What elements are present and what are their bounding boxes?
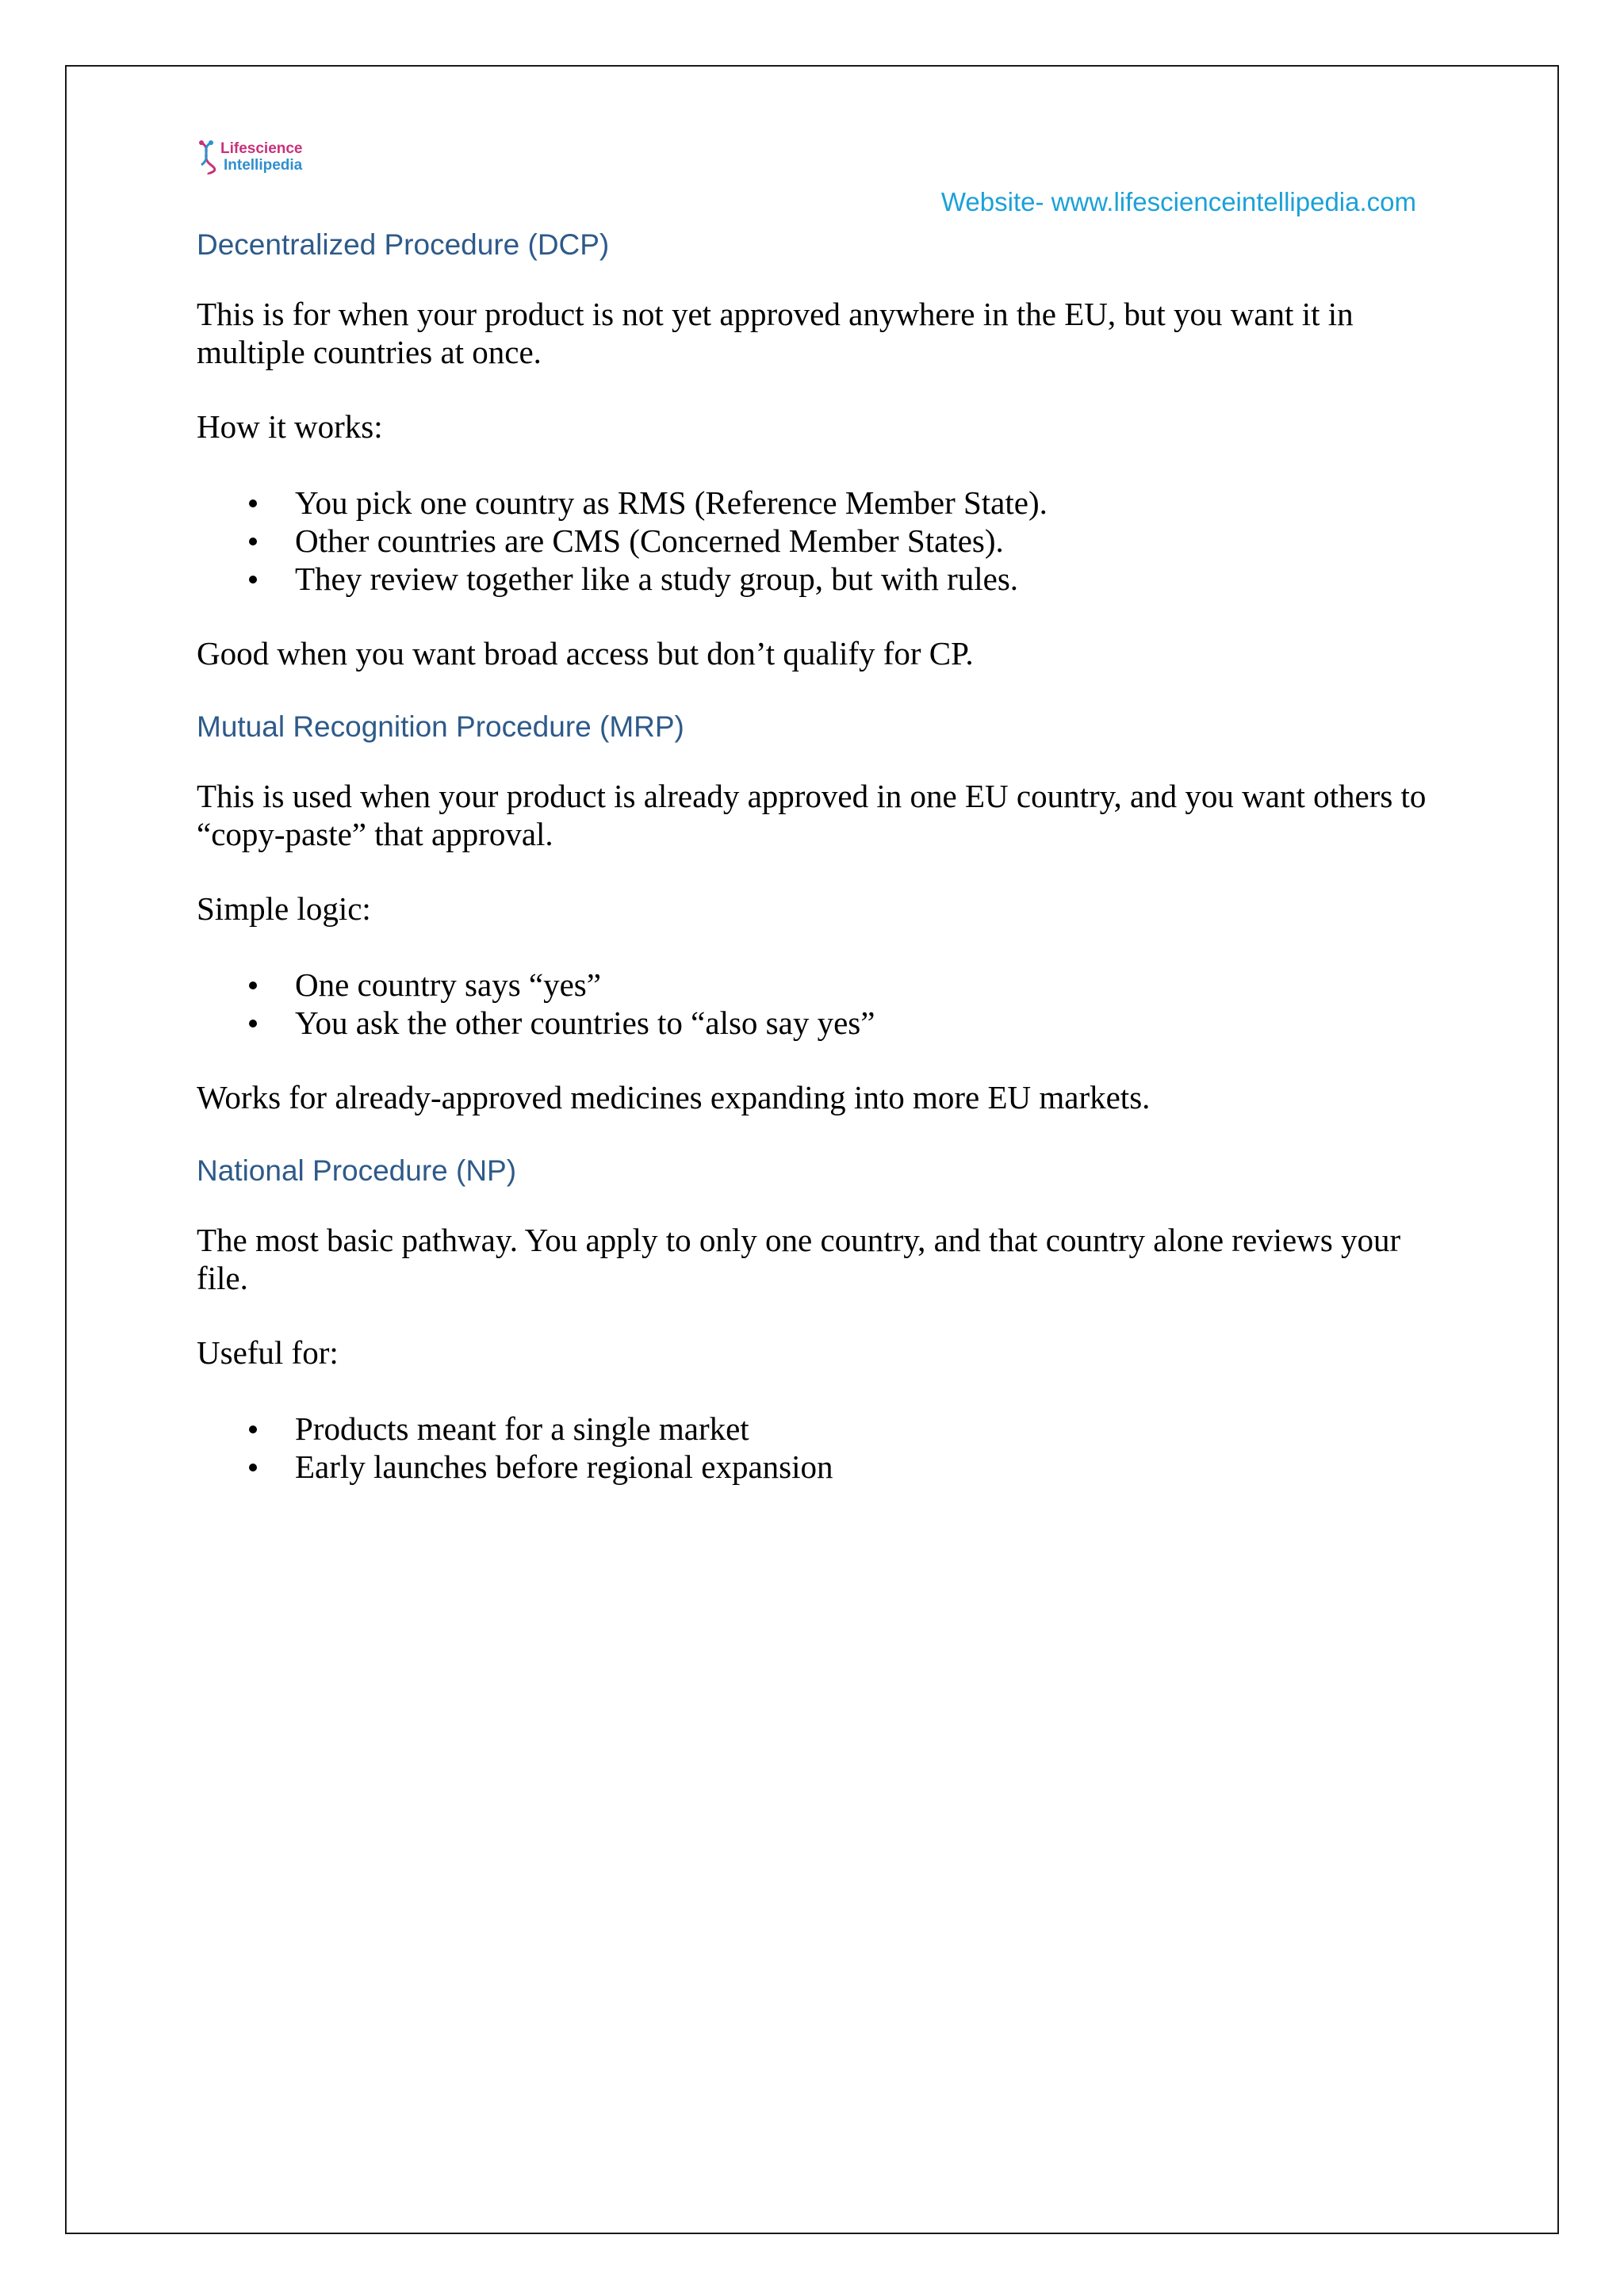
bullet-icon [249, 499, 257, 507]
section-heading-mrp: Mutual Recognition Procedure (MRP) [197, 710, 684, 743]
list-item [197, 1410, 1434, 1448]
bullet-icon [249, 538, 257, 545]
mrp-intro: This is used when your product is already approved in one EU country, and you want others to “copy-paste” that approval. [197, 778, 1427, 852]
list-item [197, 966, 1434, 1004]
dcp-closing: Good when you want broad access but don’t qualify for CP. [197, 635, 974, 672]
dcp-intro: This is for when your product is not yet approved anywhere in the EU, but you want it in multiple countries at once. [197, 296, 1354, 370]
bullet-icon [249, 1020, 257, 1027]
list-item [197, 522, 1434, 560]
list-item-text: You pick one country as RMS (Reference Member State). [295, 484, 1048, 521]
list-item-text: Early launches before regional expansion [295, 1448, 833, 1485]
list-item-text: You ask the other countries to “also say yes” [295, 1004, 875, 1041]
bullet-icon [249, 1464, 257, 1471]
np-bullet-list [197, 1410, 1434, 1486]
mrp-lead: Simple logic: [197, 890, 371, 927]
dcp-bullet-list [197, 484, 1434, 598]
mrp-bullet-list [197, 966, 1434, 1042]
list-item [197, 1004, 1434, 1042]
dcp-lead: How it works: [197, 408, 383, 445]
list-item [197, 484, 1434, 522]
logo-text [220, 140, 303, 174]
section-heading-np: National Procedure (NP) [197, 1154, 517, 1187]
logo-line1: Lifescience [220, 140, 303, 157]
document-body [197, 222, 1434, 1486]
list-item-text: They review together like a study group, but with rules. [295, 561, 1019, 597]
section-heading-dcp: Decentralized Procedure (DCP) [197, 228, 610, 261]
list-item-text: One country says “yes” [295, 966, 601, 1003]
bullet-icon [249, 576, 257, 584]
bullet-icon [249, 1425, 257, 1433]
dna-logo-icon [197, 140, 217, 174]
list-item [197, 560, 1434, 598]
list-item-text: Other countries are CMS (Concerned Member States). [295, 522, 1004, 559]
list-item [197, 1448, 1434, 1486]
np-lead: Useful for: [197, 1334, 339, 1371]
mrp-closing: Works for already-approved medicines expanding into more EU markets. [197, 1079, 1151, 1115]
bullet-icon [249, 982, 257, 989]
logo-line2: Intellipedia [224, 157, 303, 174]
np-intro: The most basic pathway. You apply to only one country, and that country alone reviews your file. [197, 1222, 1401, 1296]
logo [197, 135, 303, 179]
list-item-text: Products meant for a single market [295, 1410, 749, 1447]
website-link[interactable]: Website- www.lifescienceintellipedia.com [940, 187, 1416, 216]
